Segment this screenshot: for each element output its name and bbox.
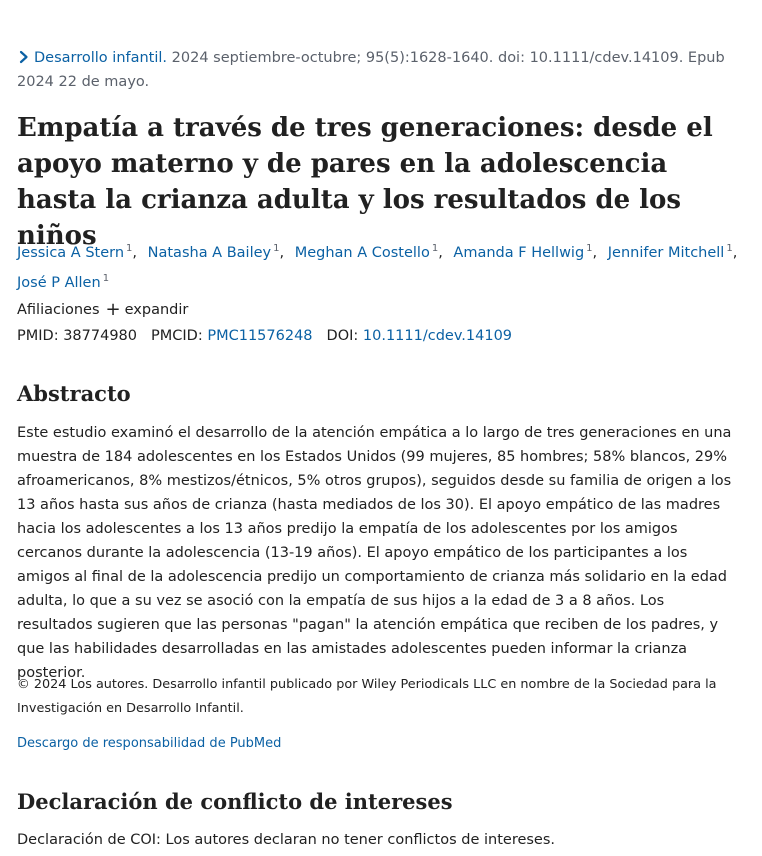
affiliations-label: Afiliaciones bbox=[17, 302, 100, 318]
author-link[interactable]: José P Allen bbox=[17, 275, 101, 291]
plus-icon: + bbox=[105, 299, 121, 320]
abstract-text: Este estudio examinó el desarrollo de la atención empática a lo largo de tres generaciones en una muestra de 184 adolescentes en los Estados Unidos (99 mujeres, 85 hombres; 58% blancos, 29% afroamericanos, 8% mestizos/étnicos, 5% otros grupos), seguidos desde su familia de origen a los 13 años hasta sus años de crianza (hasta mediados de los 30). El apoyo empático de las madres hacia los adolescentes a los 13 años predijo la empatía de los adolescentes por los amigos cercanos durante la adolescencia (13-19 años). El apoyo empático de los participantes a los amigos al final de la adolescencia predijo un comportamiento de crianza más solidario en la edad adulta, lo que a su vez se asoció con la empatía de sus hijos a la edad de 3 a 8 años. Los resultados sugieren que las personas "pagan" la atención empática que reciben de los padres, y que las habilidades desarrolladas en las amistades adolescentes pueden informar la crianza posterior. bbox=[17, 425, 732, 681]
author-item bbox=[17, 275, 109, 291]
author-link[interactable]: Amanda F Hellwig bbox=[453, 245, 585, 261]
author-item: Amanda F Hellwig $^1$, bbox=[453, 243, 598, 261]
article-title: Empatía a través de tres generaciones: desde el apoyo materno y de pares en la adolescencia hasta la crianza adulta y los resultados de los niños bbox=[17, 113, 713, 251]
pubmed-disclaimer-link[interactable]: Descargo de responsabilidad de PubMed bbox=[17, 736, 282, 751]
author-item: Meghan A Costello $^1$, bbox=[294, 243, 443, 261]
doi-link[interactable]: 10.1111/cdev.14109 bbox=[362, 328, 513, 344]
author-item: Natasha A Bailey $^1$, bbox=[147, 243, 285, 261]
author-list bbox=[17, 236, 747, 296]
affiliations-toggle[interactable] bbox=[17, 298, 188, 322]
pmid: PMID: 38774980 bbox=[17, 328, 138, 344]
affiliation-ref[interactable]: 1 bbox=[102, 273, 110, 284]
author-link[interactable]: Meghan A Costello bbox=[294, 245, 430, 261]
abstract-heading: Abstracto bbox=[17, 381, 131, 406]
copyright-notice: © 2024 Los autores. Desarrollo infantil publicado por Wiley Periodicals LLC en nombre de la Sociedad para la Investigación en Desarrollo Infantil. bbox=[17, 677, 717, 716]
pmid-value: 38774980 bbox=[63, 328, 138, 344]
pmcid: PMCID: PMC11576248 bbox=[151, 328, 313, 344]
expand-label: expandir bbox=[124, 302, 189, 318]
affiliation-ref[interactable]: 1 bbox=[586, 243, 593, 254]
journal-link[interactable]: Desarrollo infantil. bbox=[34, 50, 168, 66]
affiliation-ref[interactable]: 1 bbox=[726, 243, 733, 254]
article-identifiers bbox=[17, 324, 526, 348]
coi-text: Declaración de COI: Los autores declaran no tener conflictos de intereses. bbox=[17, 832, 556, 848]
author-link[interactable]: Jessica A Stern bbox=[17, 245, 125, 261]
citation-details: 2024 septiembre-octubre; 95(5):1628-1640. doi: 10.1111/cdev.14109. Epub 2024 22 de mayo. bbox=[17, 50, 725, 90]
pmcid-link[interactable]: PMC11576248 bbox=[207, 328, 313, 344]
author-link[interactable]: Natasha A Bailey bbox=[147, 245, 272, 261]
chevron-right-icon bbox=[17, 50, 31, 64]
affiliation-ref[interactable]: 1 bbox=[126, 243, 133, 254]
affiliation-ref[interactable]: 1 bbox=[431, 243, 439, 254]
author-item: Jessica A Stern $^1$, bbox=[17, 243, 138, 261]
author-link[interactable]: Jennifer Mitchell bbox=[607, 245, 725, 261]
doi: DOI: 10.1111/cdev.14109 bbox=[326, 328, 513, 344]
coi-heading: Declaración de conflicto de intereses bbox=[17, 789, 453, 814]
citation-line bbox=[17, 46, 747, 94]
affiliation-ref[interactable]: 1 bbox=[273, 243, 280, 254]
author-item: Jennifer Mitchell $^1$, bbox=[607, 243, 738, 261]
